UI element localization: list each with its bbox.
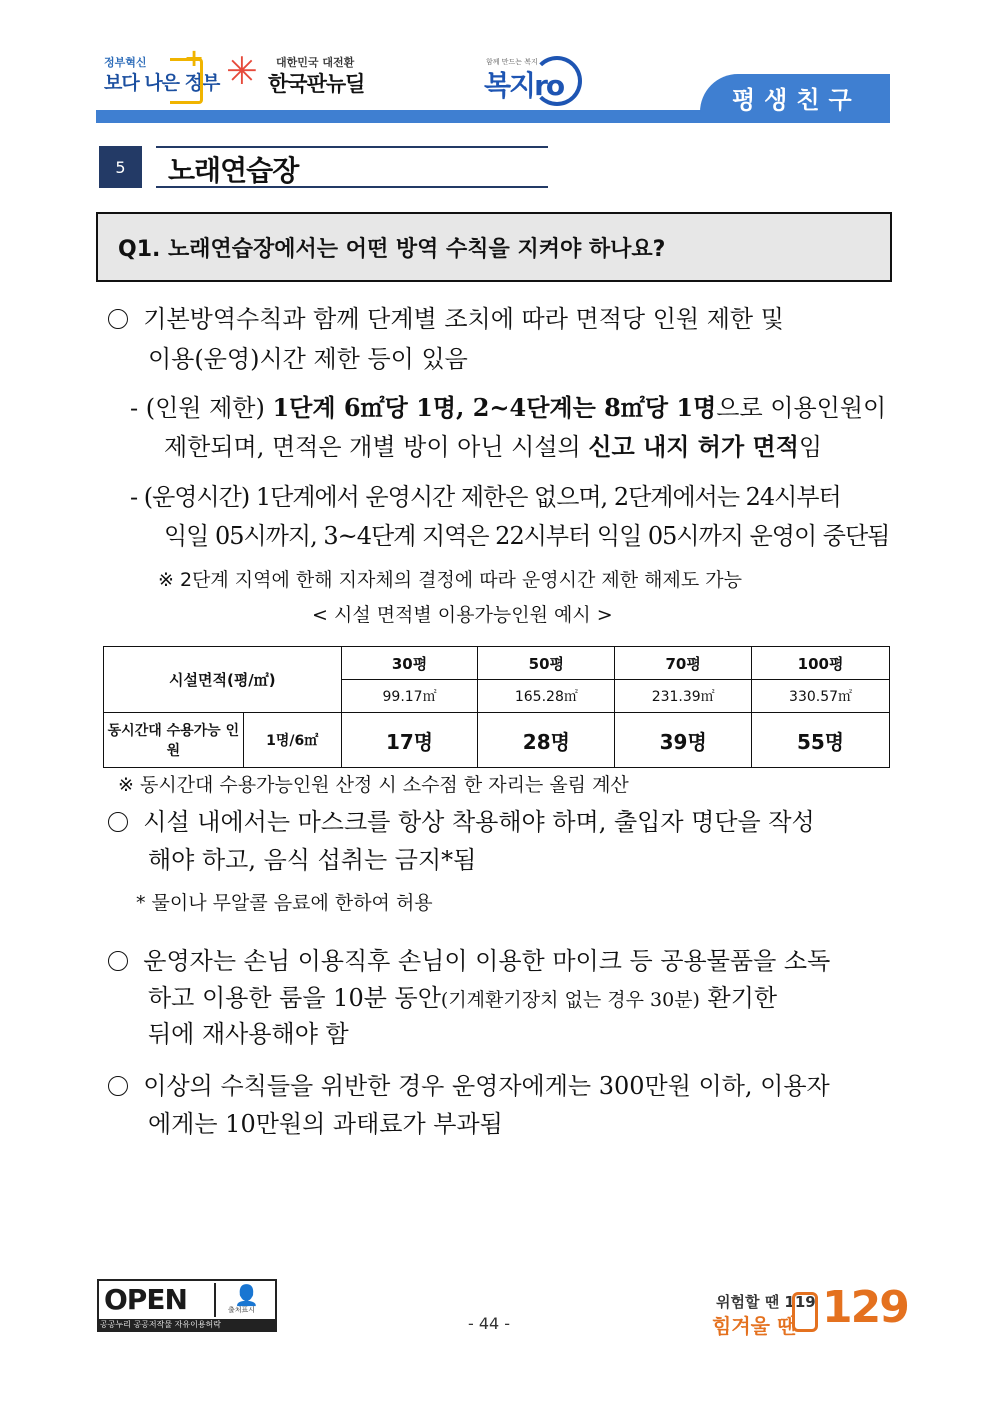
bullet-4-line-2: 에게는 10만원의 과태료가 부과됨 (148, 1110, 503, 1138)
area-header: 시설면적(평/㎡) (104, 647, 342, 713)
row-label: 동시간대 수용가능 인원 (104, 713, 244, 768)
capacity-70: 39명 (615, 713, 752, 768)
phone-icon (792, 1292, 818, 1332)
attribution-label: 출처표시 (228, 1306, 256, 1314)
bullet-2-line-2: 해야 하고, 음식 섭취는 금지*됨 (148, 846, 477, 874)
open-license-subtext: 공공누리 공공저작물 자유이용허락 (100, 1320, 222, 1329)
capacity-50: 28명 (478, 713, 615, 768)
page-number: - 44 - (468, 1314, 511, 1333)
size-sqm-100: 330.57㎡ (752, 680, 890, 713)
bullet-3-line-3: 뒤에 재사용해야 함 (148, 1020, 349, 1048)
bullet-3-line-1: 운영자는 손님 이용직후 손님이 이용한 마이크 등 공용물품을 소독 (108, 942, 830, 980)
section-title: 노래연습장 (168, 154, 299, 187)
footnote: * 물이나 무알콜 음료에 한하여 허용 (136, 892, 433, 914)
sub-2-line-2: 익일 05시까지, 3~4단계 지역은 22시부터 익일 05시까지 운영이 중단됨 (164, 522, 890, 550)
capacity-table (103, 646, 890, 768)
section-rule-top (156, 146, 548, 148)
open-license-label: OPEN (104, 1283, 187, 1316)
sub-1-line-1: - (인원 제한) 1단계 6㎡당 1명, 2~4단계는 8㎡당 1명으로 이용인원이 (130, 393, 887, 422)
bullet-1-line-2: 이용(운영)시간 제한 등이 있음 (148, 345, 468, 373)
bullet-circle-icon (108, 812, 128, 832)
size-pyeong-50: 50평 (478, 647, 615, 680)
logo-welfare: 복지ro (484, 69, 564, 102)
section-number: 5 (99, 146, 142, 188)
table-caption: < 시설 면적별 이용가능인원 예시 > (312, 604, 613, 626)
logo-newdeal-small: 대한민국 대전환 (276, 56, 355, 69)
attribution-person-icon: 👤 (234, 1283, 259, 1307)
logo-welfare-small: 함께 만드는 복지 (486, 58, 538, 66)
capacity-100: 55명 (752, 713, 890, 768)
logo-newdeal: 한국판뉴딜 (268, 72, 365, 96)
header-tab-label: 평생친구 (732, 86, 861, 114)
logo-plus-icon: + (184, 44, 205, 72)
question-text: Q1. 노래연습장에서는 어떤 방역 수칙을 지켜야 하나요? (118, 237, 666, 262)
welfare-ring-icon (532, 56, 582, 106)
size-pyeong-70: 70평 (615, 647, 752, 680)
sub-2-line-1: - (운영시간) 1단계에서 운영시간 제한은 없으며, 2단계에서는 24시부터 (130, 483, 841, 511)
bullet-3-line-2: 하고 이용한 룸을 10분 동안(기계환기장치 없는 경우 30분) 환기한 (148, 984, 778, 1012)
bullet-circle-icon (108, 309, 128, 329)
note-operating-hours: ※ 2단계 지역에 한해 지자체의 결정에 따라 운영시간 제한 해제도 가능 (158, 569, 742, 591)
bullet-4-line-1: 이상의 수칙들을 위반한 경우 운영자에게는 300만원 이하, 이용자 (108, 1067, 830, 1105)
bullet-1-line-1: 기본방역수칙과 함께 단계별 조치에 따라 면적당 인원 제한 및 (108, 300, 784, 338)
size-sqm-50: 165.28㎡ (478, 680, 615, 713)
bullet-2-line-1: 시설 내에서는 마스크를 항상 착용해야 하며, 출입자 명단을 작성 (108, 803, 815, 841)
row-rule: 1명/6㎡ (243, 713, 341, 768)
hotline-number: 129 (822, 1282, 908, 1333)
size-pyeong-30: 30평 (341, 647, 478, 680)
logo-gov-innovation-small: 정부혁신 (104, 56, 147, 69)
bullet-circle-icon (108, 1076, 128, 1096)
hotline-big: 힘겨울 땐 (712, 1314, 797, 1338)
hotline-small: 위험할 땐 119 (716, 1293, 816, 1311)
size-sqm-70: 231.39㎡ (615, 680, 752, 713)
size-sqm-30: 99.17㎡ (341, 680, 478, 713)
newdeal-star-icon: ✳ (226, 49, 258, 93)
size-pyeong-100: 100평 (752, 647, 890, 680)
note-rounding: ※ 동시간대 수용가능인원 산정 시 소수점 한 자리는 올림 계산 (118, 774, 629, 796)
capacity-30: 17명 (341, 713, 478, 768)
logo-gov-innovation: 보다 나은 정부 (104, 72, 220, 94)
sub-1-line-2: 제한되며, 면적은 개별 방이 아닌 시설의 신고 내지 허가 면적임 (164, 432, 823, 461)
bullet-circle-icon (108, 951, 128, 971)
